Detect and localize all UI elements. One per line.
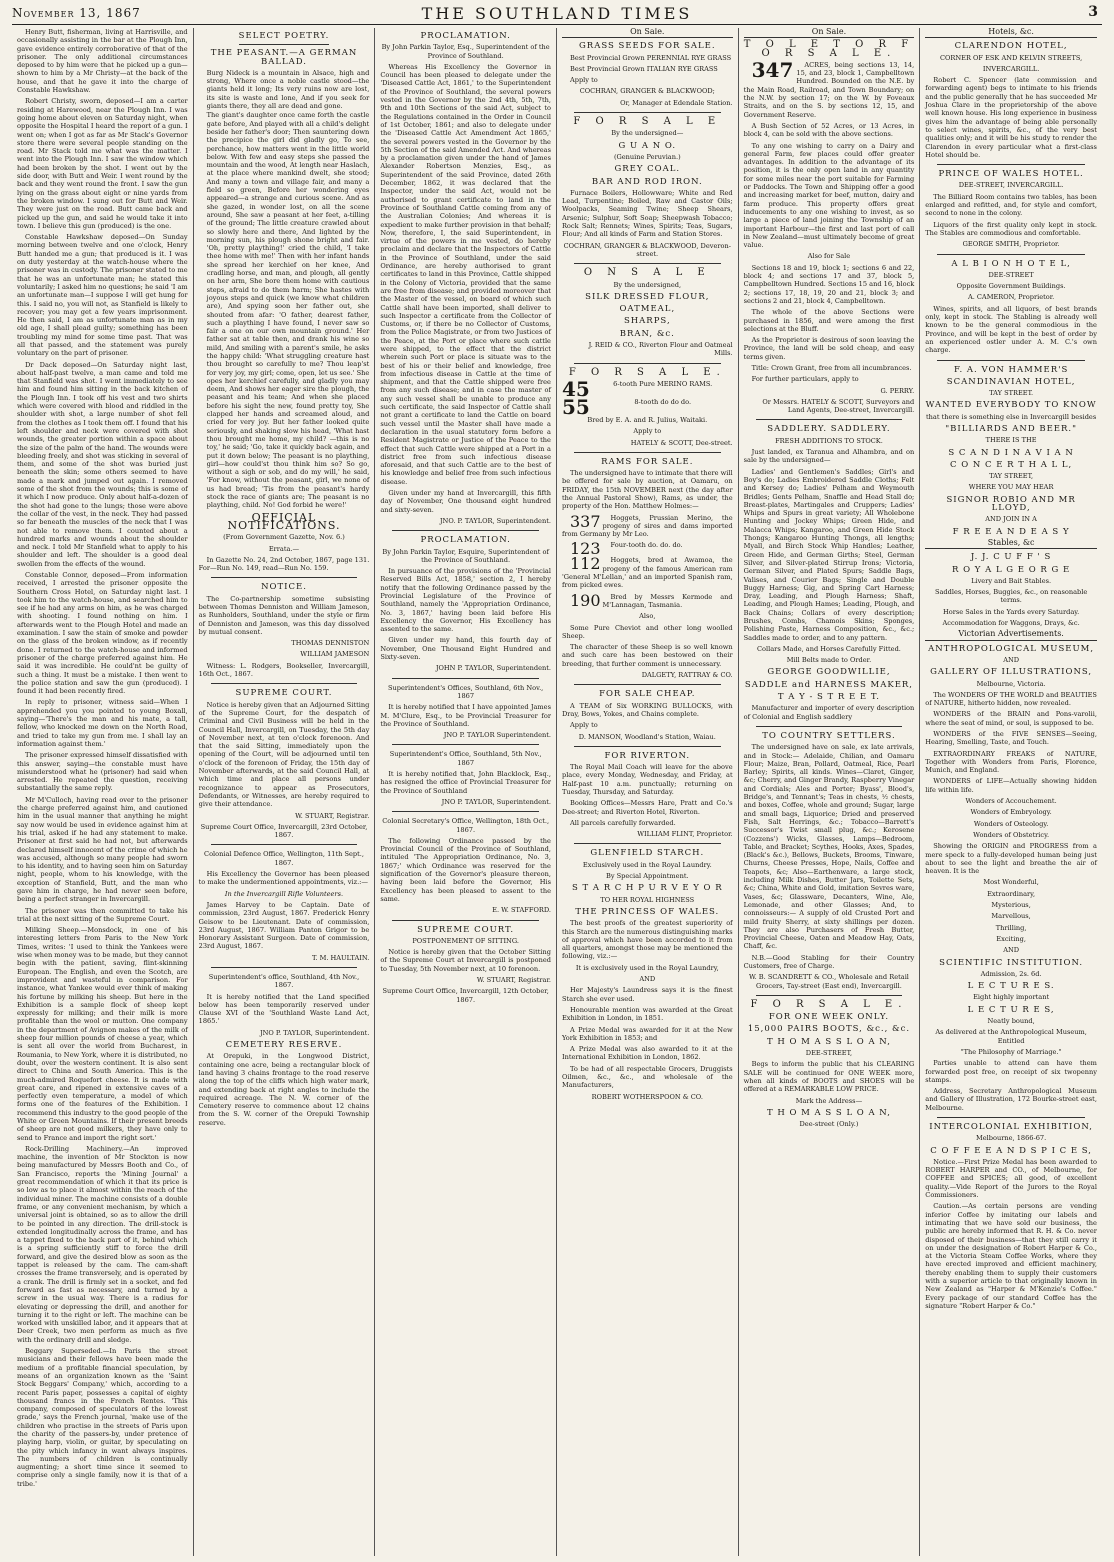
divider	[937, 164, 1085, 165]
ad-line: INVERCARGILL.	[982, 64, 1040, 73]
section-label-victorian: Victorian Advertisements.	[925, 630, 1097, 640]
ad-text: A TEAM of Six WORKING BULLOCKS, with Dray, Bows, Yokes, and Chains complete.	[561, 701, 733, 718]
ad-line: THERE IS THE	[985, 436, 1037, 445]
ad-heading: TO COUNTRY SETTLERS.	[762, 730, 896, 741]
defence-appointments: James Harvey to be Captain. Date of commission, 23rd August, 1867. Frederick Henry Geisow to be Lieutenant. Date of commission, 23rd August, 1867. William Panton Grigor to be Honorary Assistant Surgeon. Date of commission, 23rd August, 1867.	[198, 900, 370, 951]
ad-line: Honourable mention was awarded at the Great Exhibition in London, in 1851.	[561, 1005, 733, 1023]
ad-line: CORNER OF ESK AND KELVIN STREETS,	[939, 53, 1083, 62]
ad-text: ACRES, being sections 13, 14, 15, and 23, block 1, Campbelltown Hundred. Bounded on the N.E. by the Main Road, Railroad, and Town Boundary; on the N.W. by section 17; on the W. by Foveaux Straits, and on the S. by sections 12, 15, and Government Reserve.	[743, 60, 915, 119]
ad-heading: L E C T U R E S.	[967, 981, 1055, 992]
divider	[574, 684, 721, 685]
ad-line: Melbourne, Victoria.	[976, 679, 1046, 688]
ad-quantity: 45	[561, 376, 590, 401]
article-paragraph: The prisoner expressed himself dissatisfied with this answer, saying—the constable must have misunderstood what he (prisoner) had said when arrested. He repeated the question, receiving substantially the same reply.	[17, 751, 188, 793]
article-paragraph: Mr M'Culloch, having read over to the prisoner the charge preferred against him, and cautioned him in the usual manner that anything he might say now would be used in evidence against him at his trial, asked if he had any statement to make. Prisoner at first said he had not, but afterwards declared himself innocent of the crime of which he was accused, although so many people had sworn to his identity, and to having seen him on Saturday night, people, whom to his knowledge, with the exception of Stanfield, Butt, and the man who gave him in charge, he had never seen before, being a perfect stranger in Invercargill.	[17, 795, 188, 904]
cemetery-heading: CEMETERY RESERVE.	[225, 1040, 343, 1051]
divider	[211, 577, 358, 578]
ad-line: Mark the Address—	[795, 1096, 863, 1105]
ad-heading: F. A. VON HAMMER'S	[953, 364, 1069, 375]
ad-heading: CLARENDON HOTEL,	[954, 41, 1068, 52]
ad-line: DEE-STREET, INVERCARGILL.	[958, 181, 1064, 190]
ad-firm: SADDLE and HARNESS MAKER,	[744, 679, 914, 690]
office-line: Superintendent's Offices, Southland, 6th Nov., 1867	[388, 683, 544, 700]
ad-heading: SCANDINAVIAN HOTEL,	[946, 376, 1076, 387]
proclamation-text: Whereas His Excellency the Governor in Council has been pleased to delegate under the 'Diseased Cattle Act, 1861,' to the Superintendent of the Province of Southland, the several powers vested in the Governor by the 2nd 4th, 5th, 7th, 9th and 10th Sections of the said Act, subject to the Regulations contained in the Order in Council of 1st October, 1861; and also to delegate under the 'Diseased Cattle Act Amendment Act 1865,' the several powers vested in the Governor by the 5th Section of the said Amended Act. And whereas by a proclamation given under the hand of James Alexander Robertson Menzies, Esq., as Superintendent of the said Province, dated 26th December, 1862, it was declared that the Inspector, under the said Act, would not be authorised to grant certificate to land in the Province of Southland Cattle coming from any of the Australian Colonies; And whereas it is expedient to make further provision in that behalf; Now, therefore, I, the said Superintendent, in virtue of the powers in me vested, do hereby proclaim and declare that the Inspectors of Cattle in the Province of Southland, under the said Ordinance, are hereby authorised to grant certificates to land in this Province, Cattle shipped in the Colony of Victoria, provided that the same are free from disease; and provided moreover that the Master of the vessel, on board of which such Cattle shall have been imported, shall deliver to such Inspector a certificate from the Collector of Customs, or, if there be no Collector of Customs, from the Police Magistrate, or from two Justices of the Peace, at the Port or place where such cattle were shipped, to the effect that the district wherein such Port or place is situate was to the best of his or their belief and knowledge, free from infectious disease in Cattle at the time of shipment, and that the Cattle shipped were free from any such disease; and in case the master of any such vessel shall be unable to produce any such certificate, the said Inspector of Cattle shall not grant a certificate to land the Cattle on board such vessel until the Master shall have made a declaration in the usual statutory form before a Resident Magistrate or Justice of the Peace to the effect that such Cattle were shipped at a Port in a district free from such infectious disease aforesaid, and that such Cattle are to the best of his knowledge and belief free from such infectious disease.	[380, 62, 551, 486]
ad-text: Liquors of the first quality only kept in stock. The Stables are commodious and comfortable.	[925, 220, 1097, 237]
divider	[574, 363, 721, 364]
office-line: Superintendent's Office, Southland, 5th Nov., 1867	[389, 750, 542, 767]
ad-product: 15,000 PAIRS BOOTS, &c., &c.	[747, 1024, 911, 1035]
ad-firm: HATELY & SCOTT, Dee-street.	[630, 438, 733, 447]
ad-line: Or, Manager at Edendale Station.	[620, 98, 733, 107]
superintendent-text: It is hereby notified that the Land specified below has been temporarily reserved under Clause XVI of the 'Southland Waste Land Act, 1865.'	[198, 992, 370, 1026]
divider	[574, 263, 721, 264]
proclamation-signature: JNO. P. TAYLOR, Superintendent.	[439, 516, 551, 525]
divider	[574, 843, 721, 844]
proclamation-signature: JOHN P. TAYLOR, Superintendent.	[435, 664, 551, 673]
ad-line: Neatly bound,	[987, 1017, 1035, 1026]
ad-line: By the undersigned—	[611, 129, 684, 138]
ad-firm: GEORGE SMITH, Proprietor.	[962, 240, 1060, 249]
ad-heading: FOR SALE CHEAP.	[599, 689, 696, 700]
lot-number: 123	[569, 539, 601, 559]
masthead	[12, 4, 1102, 25]
proclamation-text: In pursuance of the provisions of the 'Provincial Reserved Bills Act, 1858,' section 2, I hereby notify that the following Ordinance passed by the Provincial Legislature of the Province of Southland, namely the 'Appropriation Ordinance, No. 3, 1867,' having been laid before His Excellency the Governor, His Excellency has assented to the same.	[380, 567, 551, 634]
page-number: 3	[1088, 4, 1098, 20]
ad-line: AND	[1003, 655, 1020, 664]
ad-line: Saddles, Horses, Buggies, &c., on reasonable terms.	[934, 588, 1088, 605]
supreme-court-heading: SUPREME COURT.	[235, 688, 333, 699]
ad-product: BRAN, &c.	[619, 328, 675, 339]
ad-heading: F O R S A L E.	[750, 998, 908, 1010]
superintendent-office: Superintendent's office, Southland, 4th Nov., 1867.	[208, 972, 360, 990]
ad-line: Admission, 2s. 6d.	[980, 969, 1042, 978]
ad-heading: INTERCOLONIAL EXHIBITION,	[929, 1121, 1093, 1132]
court-office: Supreme Court Office, Invercargill, 23rd October, 1867.	[200, 822, 368, 840]
ad-firm: A. CAMERON, Proprietor.	[967, 293, 1055, 302]
supreme-court-heading: SUPREME COURT.	[417, 924, 515, 935]
ad-line: Marvellous,	[991, 912, 1031, 921]
article-paragraph: Constable Connor, deposed—From information received, I arrested the prisoner opposite the Southern Cross Hotel, on Saturday night last. I took him to the watch-house, and searched him to see if he had any arms on him, as he was charged with shooting. I found nothing on him. I afterwards went to the Plough Hotel and made an examination. I saw the stain of smoke and powder on the glass of the broken window, as if recently done. I returned to the watch-house and informed prisoner of the charge preferred against him. He said it was incredible. He could'nt be guilty of such a thing. It must be a mistake. I then went to the police station and saw the gun (produced). I found it had been recently fired.	[17, 571, 188, 696]
ad-line: Also for Sale	[807, 252, 851, 261]
ad-text: The character of these Sheep is so well known and such care has been bestowed on their breeding, that further comment is unnecessary.	[561, 643, 733, 668]
cemetery-text: At Orepuki, in the Longwood District, containing one acre, being a rectangular block of land having 3 chains frontage to the road reserve along the top of the cliffs which high water mark, and extending back at right angles to include the required acreage. The N. W. corner of the Cemetery reserve to commence about 12 chains from the S. W. corner of the Orepuki Township reserve.	[198, 1052, 370, 1127]
ad-line: AND	[1003, 946, 1020, 955]
ad-product: "BILLIARDS AND BEER."	[945, 423, 1078, 434]
proclamation-given: Given under my hand at Invercargill, this fifth day of November, One thousand eight hundred and sixty-seven.	[380, 489, 551, 514]
ad-line: Opposite Government Buildings.	[956, 282, 1066, 291]
ad-text: To any one wishing to carry on a Dairy and general Farm, few places could offer greater advantages. In addition to the advantage of its position, it is the only open land in any quantity for some miles near the port suitable for Farming or Paddocks. The Town and Shipping offer a good and increasing market for beef, mutton, dairy and farm produce. This property offers great inducements to any one wishing to invest, as so large a piece of land joining the Township of an important Harbour—the first and last port of call in New Zealand—must ultimately become of great value.	[743, 141, 915, 250]
ad-firm: D. MANSON, Woodland's Station, Waiau.	[578, 732, 716, 741]
section-label-on-sale: On Sale.	[562, 28, 733, 38]
ad-heading: RAMS FOR SALE.	[601, 456, 694, 467]
poem	[199, 69, 370, 510]
ad-heading: C O F F E E A N D S P I C E S,	[930, 1145, 1092, 1156]
poem-stanza: The giant's daughter once came forth the castle gate before, And played with all a child's delight beside her father's door; Then sauntering down the precipice the girl did gladly go, To see, perchance, how matters went in the little world below. With few and easy steps she passed the mountain and the wood, At length near Haslach, at the place where mankind dwelt, she stood; And many a town and village fair, and many a field so green, Before her wondering eyes appeared—a strange and curious scene. And as she gazed, in wonder lost, on all the scene around, She saw a peasant at her feet, a-tilling of the ground; The little creature crawled about so slowly here and there, And lighted by the morning sun, his plough shone bright and fair. 'Oh, pretty plaything!' cried the child, 'I take thee home with me!' Then with her infant hands she spread her kerchief on her knee, And cradling horse, and man, and plough, all gently on her arm, She bore them home with cautious steps, afraid to do them harm; She hastes with joyous steps and quick (we know what children are), And spying soon her father out, she shouted from afar: 'O father, dearest father, such a plaything I have found, I never saw so fair a one on our own mountain ground.' Her father sat at table then, and drank his wine so mild, And smiling with a parent's smile, he asks the happy child: 'What struggling creature hast thou brought so carefully to me? Thou leap'st for very joy, my girl; come, open, let us see.' She opes her kerchief carefully, and gladly you may deem, And shows her eager sire the plough, the peasant and his team; And when she placed before his sight the new, found pretty toy, She clapped her hands and screamed aloud, and cried for very joy. But her father looked quite seriously, and shaking slow his head, 'What hast thou brought me home, my child? —this is no toy,' he said; 'Go, take it quickly back again, and put it down below; The peasant is no plaything, girl—how could'st thou think him so? So go, without a sigh or sob, and do my will,' he said, 'For know, without the peasant, girl, we none of us had bread; 'Tis from the peasant's hardy stock the race of giants are; The peasant is no plaything, child. No! God forbid he were!'	[206, 111, 370, 510]
lot-text: Hoggets, bred at Awamoa, the progeny of the famous American ram 'General M'Lellan,' and an imported Spanish ram, from picked ewes.	[561, 556, 733, 590]
ad-firm: WILLIAM FLINT, Proprietor.	[637, 830, 733, 839]
court-notice: Notice is hereby given that the October Sitting of the Supreme Court at Invercargill is postponed to Tuesday, 5th November next, at 10 forenoon.	[380, 948, 551, 973]
ad-product: G U A N O.	[618, 140, 677, 151]
ad-line: Apply to	[633, 427, 662, 436]
ad-line: To be had of all respectable Grocers, Druggists Oilmen, &c., &c., and wholesale of the Manufacturers,	[561, 1064, 733, 1090]
ad-line: Horse Sales in the Yards every Saturday.	[942, 607, 1080, 616]
ad-firm: ROBERT WOTHERSPOON & CO.	[591, 1092, 703, 1101]
ad-line: Apply to	[569, 76, 598, 85]
notice-text: It is hereby notified that I have appointed James M. M'Clure, Esq., to be Provincial Treasurer for the Province of Southland.	[380, 703, 551, 728]
notice-text: The Co-partnership sometime subsisting between Thomas Denniston and William Jameson, as Runholders, Southland, under the style or firm of Denniston and Jameson, was this day dissolved by mutual consent.	[198, 594, 370, 636]
ad-line: (Genuine Peruvian.)	[613, 152, 681, 161]
ad-line: As delivered at the Anthropological Museum, Entitled	[935, 1028, 1087, 1045]
ad-text: A Bush Section of 52 Acres, or 13 Acres, in block 4, can be sold with the above sections.	[743, 121, 915, 139]
ad-line: Livery and Bait Stables.	[971, 576, 1052, 585]
ad-product: OATMEAL,	[619, 304, 676, 315]
ad-heading: F O R S A L E	[573, 116, 722, 128]
ad-text: WONDERS of LIFE—Actually showing hidden life within life.	[925, 777, 1097, 794]
ad-text: The Billiard Room contains two tables, has been enlarged and refitted, and, for style and comfort, second to none in the colony.	[925, 192, 1097, 218]
court-signature: W. STUART, Registrar.	[476, 975, 551, 984]
ad-firm: Or Messrs. HATELY & SCOTT, Surveyors and Land Agents, Dee-street, Invercargill.	[762, 397, 915, 415]
ad-line: DEE-STREET	[988, 270, 1034, 279]
ad-product: SHARPS,	[623, 316, 671, 327]
ad-line: All parcels carefully forwarded.	[569, 818, 676, 827]
proclamation-heading: PROCLAMATION.	[420, 535, 511, 546]
ad-line: Title: Crown Grant, free from all incumbrances.	[751, 363, 912, 372]
ad-product: C O N C E R T H A L L,	[949, 459, 1073, 470]
ad-firm: T A Y - S T R E E T.	[777, 692, 880, 703]
ad-line: Exciting,	[996, 934, 1026, 943]
ad-heading: FOR RIVERTON.	[604, 750, 691, 761]
proclamation-by: By John Parkin Taylor, Esquire, Superintendent of the Province of Southland.	[382, 547, 549, 564]
ad-line: Most Wonderful,	[983, 878, 1039, 887]
lot-text: Bred by Messrs Kermode and M'Lannagan, Tasmania.	[602, 592, 733, 609]
divider	[574, 746, 721, 747]
ad-line: Collars Made, and Horses Carefully Fitted.	[757, 644, 901, 653]
office-line: Colonial Secretary's Office, Wellington, 18th Oct., 1867.	[382, 817, 550, 834]
divider	[239, 44, 330, 45]
notice-signature: JNO P. TAYLOR Superintendent.	[443, 731, 551, 740]
court-office: Supreme Court Office, Invercargill, 12th October, 1867.	[382, 987, 549, 1004]
ad-line: Wonders of Embryology.	[970, 808, 1052, 817]
ad-firm: T H O M A S S L O A N,	[767, 1107, 891, 1118]
errata-text: In Gazette No. 24, 2nd October, 1867, page 131. For—Run No. 149, read—Run No. 159.	[198, 555, 370, 573]
ad-item-list: Furnace Boilers, Hollowware; White and Red Lead, Turpentine; Boiled, Raw and Castor Oils; Woolpacks, Seaming Twine; Sheep Shears, Arsenic; Sulphur, Soft Soap; Sheepwash Tobacco; Rock Salt; Rennets; Wines, Spirits; Teas, Sugars, Flour; And all kinds of Farm and Station Stores.	[561, 188, 733, 239]
superintendent-signature: JNO P. TAYLOR, Superintendent.	[259, 1028, 370, 1037]
ad-line: Also,	[639, 612, 656, 621]
ad-line: TAY STREET,	[989, 472, 1034, 481]
divider	[937, 360, 1085, 361]
column-3	[375, 28, 557, 1556]
notice-witness: Witness: L. Rodgers, Bookseller, Invercargill, 16th Oct., 1867.	[198, 661, 370, 679]
ad-line: AND JOIN IN A	[985, 515, 1037, 524]
divider	[937, 254, 1085, 255]
ad-heading: GRASS SEEDS FOR SALE.	[579, 41, 716, 52]
ad-firm: DALGETY, RATTRAY & CO.	[641, 671, 733, 680]
ad-line: Her Majesty's Laundress says it is the finest Starch she ever used.	[561, 986, 733, 1003]
ad-line: 8-tooth do do do.	[634, 397, 692, 406]
divider	[211, 844, 358, 845]
ad-text: Showing the ORIGIN and PROGRESS from a mere speck to a fully-developed human being just about to see the light and breathe the air of heaven. It is the	[925, 842, 1097, 876]
ad-text: Notice.—First Prize Medal has been awarded to ROBERT HARPER and CO., of Melbourne, for COFFEE and SPICES; all good, of excellent quality.—Vide Report of the Jurors to the Royal Commissioners.	[925, 1157, 1097, 1200]
ad-firm: W. B. SCANDRETT & CO., Wholesale and Retail Grocers, Tay-street (East end), Invercargill.	[748, 973, 909, 990]
ad-product: F R E E A N D E A S Y	[952, 526, 1070, 537]
ad-text: Address, Secretary Anthropological Museum and Gallery of Illustration, 172 Bourke-street east, Melbourne.	[925, 1087, 1097, 1112]
ad-heading: WANTED EVERYBODY TO KNOW	[925, 400, 1097, 411]
divider	[756, 419, 903, 420]
ad-heading: SCIENTIFIC INSTITUTION.	[939, 957, 1084, 968]
proclamation-by: By John Parkin Taylor, Esq., Superintendent of the Province of Southland.	[381, 43, 550, 60]
court-signature: W. STUART, Registrar.	[295, 811, 370, 820]
ad-quantity: 347	[751, 57, 794, 82]
ad-line: 6-tooth Pure MERINO RAMS.	[613, 379, 713, 388]
ad-quantity: 55	[561, 394, 590, 419]
article-paragraph: In reply to prisoner, witness said—When I apprehended you you pointed to young Boxall, saying—'There's the man and his mate, a tall, fellow, who knocked me down on the North Road, and tried to take my gun from me. I shall lay an information against them.'	[17, 698, 188, 748]
ad-line: Mysterious,	[991, 901, 1031, 910]
ad-line: AND	[639, 975, 656, 984]
ad-line: Accommodation for Waggons, Drays, &c.	[942, 619, 1080, 628]
ad-line: that there is something else in Invercargill besides	[926, 412, 1097, 421]
errata-label: Errata.—	[268, 544, 300, 553]
ad-firm: COCHRAN, GRANGER & BLACKWOOD;	[579, 87, 715, 96]
ad-heading: L E C T U R E S,	[967, 1004, 1055, 1015]
ad-product: GREY COAL.	[614, 164, 681, 175]
ad-firm: G. PERRY.	[880, 386, 915, 395]
ad-heading: R O Y A L G E O R G E	[952, 564, 1071, 575]
ad-line: For further particulars, apply to	[751, 375, 859, 384]
ad-text: Manufacturer and importer of every description of Colonial and English saddlery	[743, 704, 915, 721]
ad-text: The undersigned have to intimate that there will be offered for sale by auction, at Oamaru, on FRIDAY, the 15th NOVEMBER next (the day after the Annual Pastoral Show), Rams, as under, the property of the Hon. Matthew Holmes:—	[561, 469, 733, 511]
ad-text: Just landed, ex Taranua and Alhambra, and on sale by the undersigned—	[743, 448, 915, 465]
article-paragraph: Rock-Drilling Machinery.—An improved machine, the invention of Mr Stockton is now being manufactured by Messrs Booth and Co., of San Francisco, reports the 'Mining Journal' a great recommendation of which it that its price is so low as to place it almost within the reach of the individual miner. The machine consists of a double frame, or any convenient mechanism, by which a universal joint is obtained, so as to allow the drill to be pointed in any direction. The drill-stock is extended longitudinally across the frame, and has a tappet fixed to the back part of it, behind which is a spring sufficiently stiff to force the drill forward, and give the desired blow as soon as the tappet is released by the cam. The cam-shaft crosses the frame transversely, and is operated by a crank. The drill is firmly set in a socket, and fed forward as fast as necessary, and turned by a screw in the usual way. There is a radius for elevating or depressing the drill, and another for turning it to the right or left. The machine can be worked with unskilled labor, and it appears that at Deer Creek, two men perform as much as five with the ordinary drill and sledge.	[17, 1144, 188, 1344]
lot-number: 337	[569, 511, 601, 531]
proclamation-heading: PROCLAMATION.	[420, 31, 511, 41]
article-paragraph: Beggary Superseded.—In Paris the street musicians and their fellows have been made the medium of a profitable financial speculation, by means of an organization known as the 'Saint Stock Beggars' Company,' which, according to a recent Paris paper, possesses a capital of eighty thousand francs in the French Rentes. 'This company, composed of speculators of the lowest grade,' says the French journal, 'make use of the children who practise in the streets of Paris upon the charity of the passers-by, under pretence of playing harp, violin, or guitar, by speculating on the pity which infancy in want always inspires. The numbers of children is continually augmenting; a short time since it seemed to comprise only a single family, now it is that of a tribe.'	[17, 1347, 188, 1488]
ad-firm: GEORGE GOODWILLIE,	[767, 667, 891, 678]
ad-product: S T A R C H P U R V E Y O R	[571, 883, 723, 894]
ad-text: Booking Offices—Messrs Hare, Pratt and Co.'s Dee-street; and Riverton Hotel, Riverton.	[561, 799, 733, 816]
ad-heading: GALLERY OF ILLUSTRATIONS,	[930, 667, 1093, 678]
issue-date: November 13, 1867	[12, 6, 141, 20]
ad-item-list: The undersigned have on sale, ex late arrivals, and in Stock:— Adelaide, Chilian, and Oamaru Flour; Maize, Bran, Pollard, Oatmeal, Rice, Pearl Barley; Spirits, all kinds. Wines—Claret, Ginger, &c; Cherry, and Ginger Brandy, Raspberry Vinegar and Cordials; Ales and Porter; Byass', Blood's, Bridge's, and Tennant's; Teas in chests, ½ chests, and boxes, Coffee, whole and ground; Sugar, large and small bags, Liquorice; Dried and preserved Fish, Salt Herrings, &c.; Tobacco—Barrett's Successor's Twist small plug, &c.; Kerosene (Cozzens') Wicks, Glasses, Lamps—Bedroom, Table, and Bracket; Scythes, Hooks, Axes, Spades, (Black's &c.), Bellows, Buckets, Brooms, Tinware, Churns, Cheese Presses, Hope, Nails, Coffee and Teapots, &c; Also—Earthenware, a large stock, including Milk Dishes, Butter Jars, Toilette Sets, &c; China, White and Gold, imitation Sevres ware, Vases, &c; Glassware, Decanters, Wine, Ale, Lemonade, and other Glasses; And, to connoisseurs:— A supply of old Crusted Port and mild fruity Sherry, at sixty shillings per dozen. They are also Purchasers of Fresh Butter, Provincial Cheese, Oaten and Meadow Hay, Oats, Chaff, &c.	[743, 743, 915, 951]
ad-line: "The Philosophy of Marriage."	[960, 1047, 1062, 1056]
notice-text: The following Ordinance passed by the Provincial Council of the Province of Southland, intituled 'The Appropriation Ordinance, No. 3, 1867;' which Ordinance was reserved for the signification of the Governor's pleasure thereon, having been laid before the Governor, His Excellency has been pleased to assent to the same.	[380, 836, 551, 903]
ad-line: By Special Appointment.	[606, 872, 689, 881]
section-heading-poetry: SELECT POETRY.	[238, 31, 330, 41]
ad-heading: GLENFIELD STARCH.	[590, 848, 705, 859]
ad-text: The WONDERS OF THE WORLD and BEAUTIES of NATURE, hitherto hidden, now revealed.	[925, 690, 1097, 708]
ad-firm: COCHRAN, GRANGER & BLACKWOOD, Deveron-street.	[563, 241, 731, 258]
newspaper-title: THE SOUTHLAND TIMES	[421, 4, 693, 23]
ad-heading: J. J. C U F F ' S	[970, 552, 1052, 563]
lot-text: Four-tooth do. do. do.	[610, 541, 683, 550]
ad-line: It is exclusively used in the Royal Laundry,	[575, 963, 719, 972]
column-4	[557, 28, 739, 1556]
ad-line: Mill Belts made to Order.	[786, 656, 872, 665]
ad-heading: SADDLERY. SADDLERY.	[767, 424, 891, 435]
ad-heading: T O L E T O R F O R S A L E.	[743, 39, 915, 59]
article-paragraph: Dr Dack deposed—On Saturday night last, about half-past twelve, a man came and told me that Stanfield was shot. I went immediately to see him and found him sitting in the back kitchen of the Plough Inn. I took off his vest and two shirts which were covered with blood and riddled in the shoulder with shot, a large number of shot fell from the clothes as I took them off. I found that his left shoulder and neck were covered with shot wounds, the greater portion within a space about the size of the palm of the hand. The wounds were bleeding freely, and shot was sticking in several of them, and some of the shot was buried just beneath the skin; some others seemed to have made a mark and jumped out again. I removed some of the shot from the wounds; this is some of it which I now produce. Only about half-a-dozen of the shot had gone to the lungs; those were above the collar of the vest, in the neck. They had passed so far beneath the muscles of the neck that I was not able to remove them. I counted about a hundred marks and wounds about the shoulder and neck. I told Mr Stanfield what to apply to his shoulder and left. The shoulder is a good deal swollen from the effects of the wound.	[17, 360, 188, 568]
article-paragraph: The prisoner was then committed to take his trial at the next sitting of the Supreme Court.	[17, 906, 188, 923]
divider	[756, 995, 903, 996]
defence-text: His Excellency the Governor has been pleased to make the undermentioned appointments, viz.:—	[198, 870, 370, 887]
ad-line: N.B.—Good Stabling for their Country Customers, free of Charge.	[743, 953, 915, 970]
ad-line: Melbourne, 1866-67.	[976, 1134, 1047, 1143]
lot-text: Hoggets, Prussian Merino, the progeny of sires and dams imported from Germany by Mr Leo.	[561, 513, 733, 539]
ad-line: Eight highly important	[973, 993, 1050, 1002]
ad-line: DEE-STREET,	[805, 1049, 853, 1058]
ad-heading: ANTHROPOLOGICAL MUSEUM,	[928, 643, 1095, 654]
ad-line: Best Provincial Grown PERENNIAL RYE GRASS	[569, 53, 732, 62]
ad-item-list: Ladies' and Gentlemen's Saddles; Girl's and Boy's do; Ladies Embroidered Saddle Cloths; Felt and Kersey do; Ladies' Pelham and Weymouth Bridles; Gents Pelham, Snaffle and Head Stall do; Breast-plates, Martingales and Cruppers; Ladies' Whips and Spurs in great variety; All Wholebone Hunting and Jockey Whips; Green Hide, and Malacca Whips; Kangaroo, and Green Hide Stock Thongs; Kangaroo Hunting Thongs, all lengths; Myall, and Birch Stock Whip Handles; Leather, Green Hide, and German Girths; Steel, German Silver, and Silver-plated Stirrup Irons; Victoria, German Silver, and Plated Spurs; Saddle Bags, Valises, and Courier Bags; Single and Double Buggy Harness; Gig, and Spring Cart Harness; Dray, Leading, and Plough Harness; Shaft, Leading, and Plough Hames; Leading, Plough, and Back Chains; Collars of every description; Brushes, Combs, Chamois Skins; Sponges, Polishing Paste, Harness Composition, &c., &c.; Saddles made to order, and to any pattern.	[743, 467, 915, 642]
ad-text: Caution.—As certain persons are vending inferior Coffee by imitating our labels and intimating that we have sold our business, the public are hereby informed that R. H. & Co. never disposed of their business—that they still carry it on under the designation of Robert Harper & Co., at the Victoria Steam Coffee Works, where they have erected improved and efficient machinery, thereby enabling them to supply their customers with a superior article to that originally known in New Zealand as "Harper & M'Kenzie's Coffee." Every package of our standard Coffee has the signature "Robert Harper & Co."	[925, 1202, 1097, 1310]
ad-line: Wonders of Obstetricy.	[973, 830, 1050, 839]
ad-line: Thrilling,	[995, 923, 1027, 932]
ad-line: Dee-street (Only.)	[799, 1120, 859, 1129]
poem-title: THE PEASANT.—A GERMAN BALLAD.	[210, 48, 358, 67]
lot-number: 190	[569, 590, 601, 610]
divider	[574, 452, 721, 453]
ad-product: S C A N D I N A V I A N	[948, 447, 1074, 458]
ad-line: Extraordinary,	[987, 889, 1036, 898]
ad-line: Apply to	[569, 721, 598, 730]
ad-line: Some Pure Cheviot and other long woolled Sheep.	[561, 623, 733, 640]
notice-signature: JNO P. TAYLOR, Superintendent.	[441, 797, 551, 806]
ad-text: WONDERS of the FIVE SENSES—Seeing, Hearing, Smelling, Taste, and Touch.	[925, 730, 1097, 747]
ad-line: Exclusively used in the Royal Laundry.	[582, 860, 712, 869]
section-label-hotels: Hotels, &c.	[925, 28, 1097, 38]
section-label-stables: Stables, &c	[925, 539, 1097, 549]
page-columns	[12, 28, 1102, 1556]
ad-line: Wonders of Accouchement.	[965, 797, 1057, 806]
ad-heading: F O R S A L E.	[568, 366, 726, 378]
defence-office: Colonial Defence Office, Wellington, 11th Sept., 1867.	[204, 850, 364, 867]
divider	[392, 678, 539, 679]
defence-subheading: In the Invercargill Rifle Volunteers.	[224, 889, 344, 898]
ad-text: Parties unable to attend can have them forwarded post free, on receipt of six twopenny stamps.	[925, 1059, 1097, 1084]
court-subheading: POSTPONEMENT OF SITTING.	[412, 936, 519, 945]
defence-signature: T. M. HAULTAIN.	[311, 953, 370, 962]
ad-product: FOR ONE WEEK ONLY.	[768, 1012, 890, 1023]
divider	[937, 1117, 1085, 1118]
ad-text: Sections 18 and 19, block 1; sections 6 and 22, block 4; and sections 17 and 37, block 5, Campbelltown Hundred. Sections 15 and 16, block 2; sections 17, 18, 19, 20 and 21, block 3; and sections 2 and 21, block 4, Campbelltown.	[743, 263, 915, 305]
column-2	[194, 28, 376, 1556]
notice-signature: THOMAS DENNISTON	[291, 639, 370, 648]
notice-text: It is hereby notified that, John Blacklock, Esq., has resigned the office of Provincial Treasurer for the Province of Southland	[380, 770, 551, 795]
notice-heading: NOTICE.	[261, 582, 307, 593]
ad-line: FRESH ADDITIONS TO STOCK.	[775, 436, 883, 445]
ad-heading: A L B I O N H O T E L,	[951, 258, 1071, 269]
ad-line: WHERE YOU MAY HEAR	[968, 483, 1054, 492]
notice-signature: E. W. STAFFORD.	[492, 906, 551, 915]
ad-text: The Royal Mail Coach will leave for the above place, every Monday, Wednesday, and Friday, at Half-past 10 a.m. punctually; returning on Tuesday, Thursday, and Saturday.	[561, 763, 733, 796]
divider	[756, 726, 903, 727]
ad-line: Best Provincial Grown ITALIAN RYE GRASS	[569, 64, 718, 73]
ad-line: By the undersigned,	[613, 280, 682, 289]
ad-line: Wonders of Osteology.	[973, 819, 1049, 828]
ad-text: Robert C. Spencer (late commission and forwarding agent) begs to intimate to his friends and the public generally that he has succeeded Mr Joshua Clare in the proprietorship of the above well known house. His long experience in business gives him the advantage of being able personally to select wines, spirits, &c., of the very best qualities only; and it will be his study to render the Clarendon in every particular what a first-class Hotel should be.	[925, 76, 1097, 159]
divider	[211, 683, 358, 684]
lot-number: 112	[569, 554, 601, 574]
notice-signature: WILLIAM JAMESON	[300, 650, 370, 659]
ad-text: The best proofs of the greatest superiority of this Starch are the numerous distinguishing marks of approval which have been accorded to it from all quarters, amongst those may be mentioned the following, viz.:—	[561, 919, 733, 961]
ad-text: Begs to inform the public that his CLEARING SALE will be continued for ONE WEEK more, when all kinds of BOOTS and SHOES will be offered at a REMARKABLE LOW PRICE.	[743, 1060, 915, 1094]
ad-line: A Prize Medal was also awarded to it at the International Exhibition in London, 1862.	[561, 1045, 733, 1062]
poem-stanza: Burg Nideck is a mountain in Alsace, high and strong, Where once a noble castle stood—the giants held it long; Its very ruins now are lost, its site is waste and lone, And if you seek for giants there, they all are dead and gone.	[206, 68, 370, 111]
ad-heading: O N S A L E	[583, 267, 711, 279]
ad-firm: J. REID & CO., Riverton Flour and Oatmeal Mills.	[588, 341, 733, 358]
divider	[392, 811, 539, 812]
ad-line: Bred by E. A. and R. Julius, Waitaki.	[587, 415, 708, 424]
article-paragraph: Robert Christy, sworn, deposed—I am a carter residing at Harewood, near the Plough Inn. I was going home about eleven on Saturday night, when opposite the Hospital I heard the report of a gun. I went on; when I got as far as Mr Stack's Governor store there were several people standing on the road. Mr Stack told me what was the matter. I went into the Plough Inn. I saw the window which had been broken by the shot. I went out by the side door, with Butt and Weir. I went round by the back and they went round the front. I saw the gun lying on the grass about eight or nine yards from the broken window. I sung out for Butt and Weir. They were just on the road. Butt came back and picked up the gun, and said he would take it into town. I believe this gun (produced) is the one.	[17, 97, 188, 230]
ad-product: THE PRINCESS OF WALES.	[575, 906, 720, 917]
column-6	[920, 28, 1102, 1556]
column-5	[739, 28, 921, 1556]
article-paragraph: Milking Sheep.—Monsdock, in one of his interesting letters from Paris to the New York Times, writes: 'I used to think the Yankees were wise when money was to be made, but they cannot begin with the patient, saving, flint-skinning European. The English, and even the Scotch, are improvident and wasteful in comparison. For instance, what Yankee would ever think of making his fortune by milking his sheep. But here in the Exhibition is a sample flock of sheep kept expressly for milking; and their milk is more profitable than the wool or mutton. One company in the department of Avignon makes of the milk of sheep four million pounds of cheese a year, which is sent all over the world from Bucharest, in Roumania, to New York, where it is distributed, no doubt, over the western continent. It is also sent direct to China and South America. This is the much-admired Roquefort cheese. It is made with great care, and ripened in extensive caves of a perfectly even temperature, a model of which forms one of the features of the Exhibition. I recommend this industry to the good people of the White or Green Mountains. If their present breeds of sheep are not good milkers, they have only to send to France and import the right sort.'	[17, 926, 188, 1142]
ad-text: Wines, spirits, and all liquors, of best brands only, kept in stock. The Stabling is already well known to be the general commodious in the Province, and will be kept in the best of order by an experienced ostler under A. M. C.'s own charge.	[925, 304, 1097, 355]
ad-line: TAY STREET.	[989, 389, 1034, 398]
ad-text: EXTRAORDINARY FREAKS of NATURE, Together with Wonders from Paris, Florence, Munich, and England.	[925, 749, 1097, 775]
ad-heading: PRINCE OF WALES HOTEL.	[938, 169, 1084, 180]
divider	[392, 530, 539, 531]
court-notice: Notice is hereby given that an Adjourned Sitting of the Supreme Court, for the despatch of Criminal and Civil Business will be held in the Council Hall, Invercargill, on Tuesday, the 5th day of November next, at ten o'clock forenoon. And that the said Sitting, immediately upon the opening of the Court, will be adjourned until ten o'clock of the forenoon of Friday, the 15th day of November afterwards, at the said Council Hall, at which time and place all persons under recognizance to appear as Prosecutors, Defendants, or Witnesses, are hereby required to give their attendance.	[198, 700, 370, 809]
article-paragraph: Constable Hawkshaw deposed—On Sunday morning between twelve and one o'clock, Henry Butt handed me a gun; that produced is it. I was on duty yesterday at the watch-house where the prisoner was in custody. The prisoner stated to me that he was an unfortunate man; he stated this voluntarily; I asked him no questions; he said 'I am an unfortunate man—I suppose I will get hung for this. I said no, you will not, as Stanfield is likely to recover; you may get a few years imprisonment. He then said, I am as unfortunate man as in my old age, I shall plead guilty; something has been troubling my mind for some time past. That was all that passed, and the statement was purely voluntary on the part of prisoner.	[17, 233, 188, 358]
divider	[211, 967, 358, 968]
ad-product: SIGNOR ROBIO AND MR LLOYD,	[946, 494, 1076, 514]
official-source: (From Government Gazette, Nov. 6.)	[223, 533, 345, 542]
divider	[574, 112, 721, 113]
ad-line: A Prize Medal was awarded for it at the New York Exhibition in 1853; and	[561, 1025, 733, 1042]
ad-text: As the Proprietor is desirous of soon leaving the Province, the land will be sold cheap, and easy terms given.	[743, 336, 915, 361]
section-label-on-sale: On Sale.	[744, 28, 915, 38]
ad-text: The whole of the above Sections were purchased in 1856, and were among the first selections at the Bluff.	[743, 308, 915, 333]
ad-text: WONDERS of the BRAIN and Pons-varolii, where the seat of mind, or soul, is supposed to be.	[925, 710, 1097, 727]
ad-firm: T H O M A S S L O A N,	[767, 1036, 891, 1047]
ad-product: SILK DRESSED FLOUR,	[585, 291, 710, 302]
ad-line: TO HER ROYAL HIGHNESS	[600, 895, 695, 904]
divider	[392, 920, 539, 921]
official-notifications-heading: OFFICIAL NOTIFICATIONS.	[227, 510, 341, 532]
article-paragraph: Henry Butt, fisherman, living at Harrisville, and occasionally assisting in the bar at the Plough Inn, gave evidence entirely corroborative of that of the prisoner. The only additional circumstances deposed to by him were that he picked up a gun—shown to him by a Mr Christy—at the back of the house, and that he gave it into the charge of Constable Hawkshaw.	[17, 28, 188, 95]
divider	[392, 744, 539, 745]
ad-product: BAR AND ROD IRON.	[591, 176, 703, 187]
column-1	[12, 28, 194, 1556]
proclamation-given: Given under my hand, this fourth day of November, One Thousand Eight Hundred and Sixty-seven.	[380, 636, 551, 662]
